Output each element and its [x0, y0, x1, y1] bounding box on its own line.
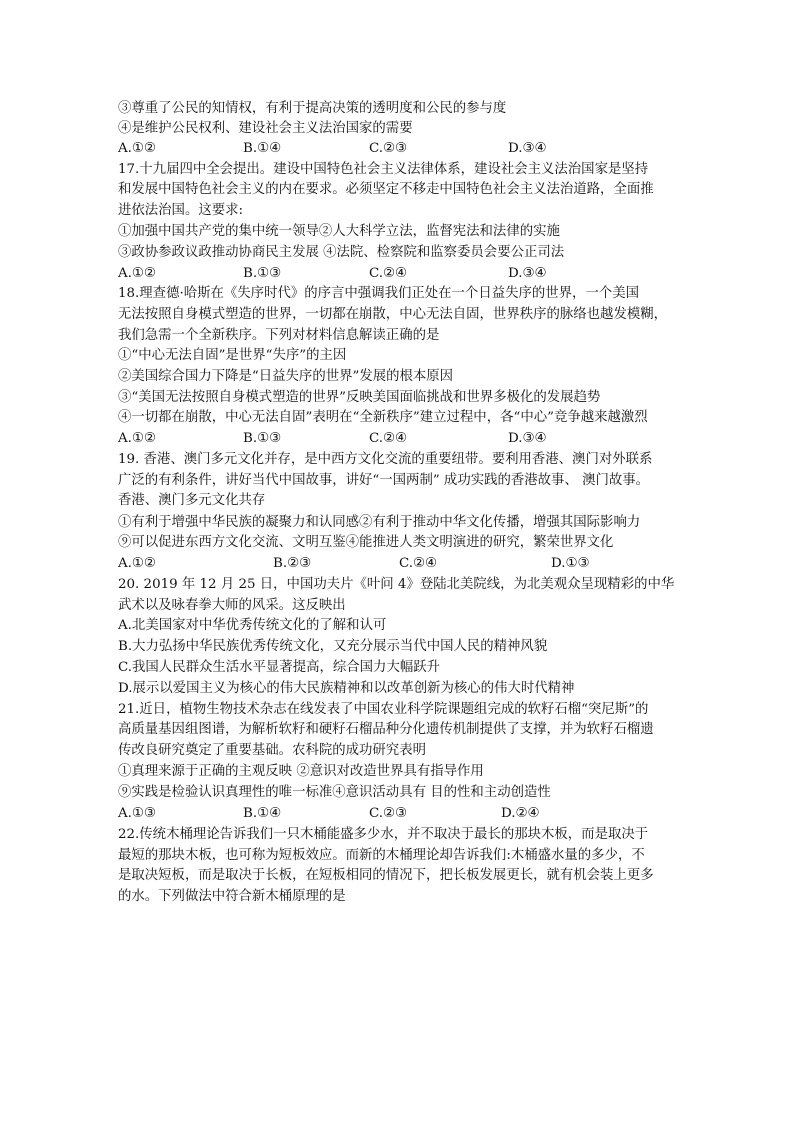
q18-stem-line-2: 无法按照自身模式塑造的世界，一切都在崩散，中心无法自固，世界秩序的脉络也越发模糊，	[118, 307, 668, 322]
q21-stem-line-3: 传改良研究奠定了重要基础。农科院的成功研究表明	[118, 743, 426, 758]
q17-stem-line-2: 和发展中国特色社会主义的内在要求。必须坚定不移走中国特色社会主义法治道路，全面推	[118, 182, 654, 197]
q18-statement-3: ③“美国无法按照自身模式塑造的世界”反映美国面临挑战和世界多极化的发展趋势	[118, 390, 601, 405]
q19-statements-2: ⑨可以促进东西方文化交流、文明互鉴④能推进人类文明演进的研究，繁荣世界文化	[118, 535, 614, 550]
q21-stem-line-1: 21.近日，植物生物技术杂志在线发表了中国农业科学院课题组完成的软籽石榴“突尼斯”的	[118, 702, 649, 717]
q16-option-d: D.③④	[508, 141, 547, 156]
q17-statements-1: ①加强中国共产党的集中统一领导②人大科学立法，监督宪法和法律的实施	[118, 224, 560, 239]
q16-statement-3: ③尊重了公民的知情权，有利于提高决策的透明度和公民的参与度	[118, 101, 507, 116]
q17-stem-line-3: 进依法治国。这要求:	[118, 203, 244, 218]
q17-statements-2: ③政协参政议政推动协商民主发展 ④法院、检察院和监察委员会要公正司法	[118, 245, 565, 260]
q18-option-a: A.①②	[118, 431, 156, 446]
q21-option-d: D.②④	[501, 806, 540, 821]
q17-option-b: B.①③	[243, 266, 282, 281]
q20-option-b: B.大力弘扬中华民族优秀传统文化，又充分展示当代中国人民的精神风貌	[118, 639, 548, 654]
q22-stem-line-1: 22.传统木桶理论告诉我们一只木桶能盛多少水，并不取决于最长的那块木板，而是取决于	[118, 827, 649, 842]
q17-option-d: D.③④	[508, 266, 547, 281]
q17-option-c: C.②④	[369, 266, 408, 281]
q18-option-c: C.②④	[369, 431, 408, 446]
q22-stem-line-4: 的水。下列做法中符合新木桶原理的是	[118, 889, 346, 904]
q18-statement-4: ④一切都在崩散，中心无法自固”表明在“全新秩序”建立过程中，各“中心”竞争越来越激烈	[118, 410, 648, 425]
q19-option-b: B.②③	[273, 556, 312, 571]
q16-option-b: B.①④	[243, 141, 282, 156]
q16-option-c: C.②③	[369, 141, 408, 156]
q20-stem-line-1: 20. 2019 年 12 月 25 日，中国功夫片《叶问 4》登陆北美院线，为北美观众呈现精彩的中华	[118, 577, 675, 592]
q20-option-d: D.展示以爱国主义为核心的伟大民族精神和以改革创新为核心的伟大时代精神	[118, 681, 575, 696]
q19-stem-line-1: 19. 香港、澳门多元文化并存，是中西方文化交流的重要纽带。要利用香港、澳门对外联系	[118, 452, 653, 467]
q19-option-a: A.①②	[118, 556, 156, 571]
q16-option-a: A.①②	[118, 141, 156, 156]
q21-statements-1: ①真理来源于正确的主观反映 ②意识对改造世界具有指导作用	[118, 764, 484, 779]
q19-statements-1: ①有利于增强中华民族的凝聚力和认同感②有利于推动中华文化传播，增强其国际影响力	[118, 515, 641, 530]
q17-option-a: A.①②	[118, 266, 156, 281]
q17-stem-line-1: 17.十九届四中全会提出。建设中国特色社会主义法律体系，建设社会主义法治国家是坚持	[118, 162, 649, 177]
q18-statement-1: ①“中心无法自固”是世界“失序”的主因	[118, 348, 347, 363]
q18-statement-2: ②美国综合国力下降是“日益失序的世界”发展的根本原因	[118, 369, 454, 384]
q19-option-c: C.②④	[399, 556, 438, 571]
q19-stem-line-3: 香港、澳门多元文化共存	[118, 493, 266, 508]
q21-option-a: A.①③	[118, 806, 156, 821]
q16-statement-4: ④是维护公民权利、建设社会主义法治国家的需要	[118, 121, 413, 136]
q21-option-c: C.②③	[369, 806, 408, 821]
q21-statements-2: ⑨实践是检验认识真理性的唯一标准④意识活动具有 目的性和主动创造性	[118, 785, 551, 800]
q19-stem-line-2: 广泛的有利条件，讲好当代中国故事，讲好“一国两制” 成功实践的香港故事、 澳门故事。	[118, 473, 650, 488]
q18-stem-line-1: 18.理查德·哈斯在《失序时代》的序言中强调我们正处在一个日益失序的世界，一个美国	[118, 286, 640, 301]
q18-option-b: B.①③	[243, 431, 282, 446]
q18-stem-line-3: 我们急需一个全新秩序。下列对材料信息解读正确的是	[118, 328, 440, 343]
q22-stem-line-3: 是取决短板，而是取决于长板，在短板相同的情况下，把长板发展更长，就有机会装上更多	[118, 868, 654, 883]
q21-stem-line-2: 高质量基因组图谱，为解析软籽和硬籽石榴品种分化遗传机制提供了支撑，并为软籽石榴遗	[118, 722, 654, 737]
q19-option-d: D.①③	[551, 556, 590, 571]
q18-option-d: D.③④	[508, 431, 547, 446]
q22-stem-line-2: 最短的那块木板，也可称为短板效应。而新的木桶理论却告诉我们:木桶盛水量的多少，不	[118, 848, 645, 863]
q21-option-b: B.①④	[243, 806, 282, 821]
q20-option-c: C.我国人民群众生活水平显著提高，综合国力大幅跃升	[118, 660, 441, 675]
q20-option-a: A.北美国家对中华优秀传统文化的了解和认可	[118, 618, 387, 633]
q20-stem-line-2: 武术以及咏春拳大师的风采。这反映出	[118, 598, 346, 613]
